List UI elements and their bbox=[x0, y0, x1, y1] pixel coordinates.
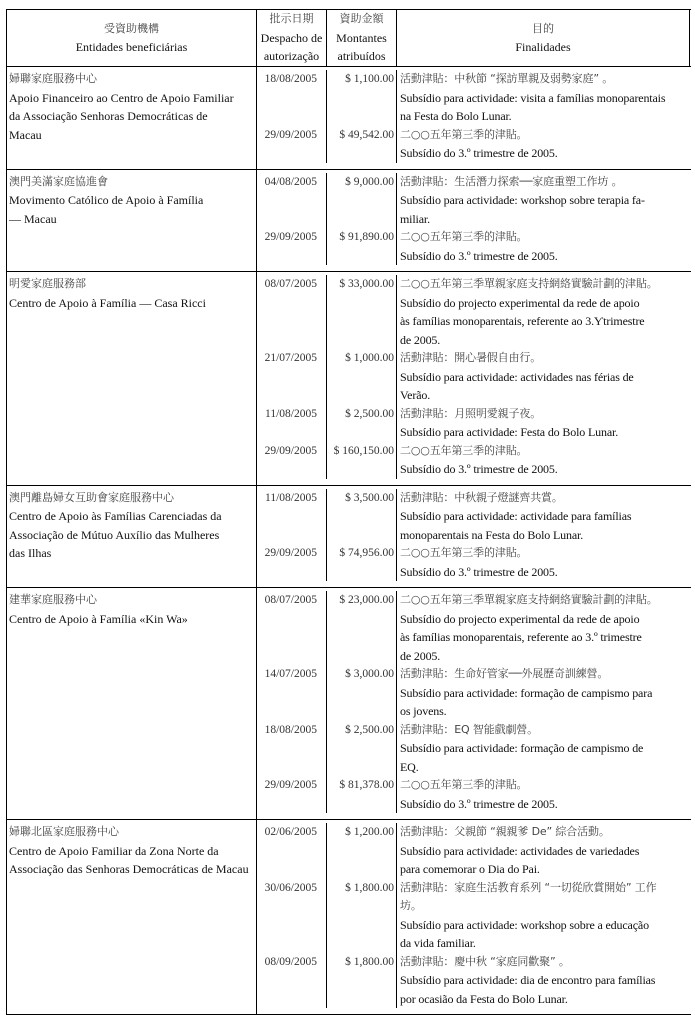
purpose-line: 坊。 bbox=[400, 899, 422, 912]
purpose-line: Subsídio do 3.º trimestre de 2005. bbox=[400, 564, 558, 579]
entity-name-zh: 建華家庭服務中心 bbox=[9, 593, 97, 606]
purpose bbox=[397, 489, 690, 545]
purpose bbox=[397, 442, 690, 479]
entity-name-pt: Centro de Apoio à Família — Casa Ricci bbox=[9, 295, 206, 310]
table-row bbox=[7, 272, 691, 486]
purpose-line: para comemorar o Dia do Pai. bbox=[400, 862, 540, 876]
amount: $ 74,956.00 bbox=[327, 544, 397, 581]
purpose-line: de 2005. bbox=[400, 648, 441, 663]
entity-name-pt: das Ilhas bbox=[9, 546, 52, 560]
authorization-date: 29/09/2005 bbox=[257, 442, 327, 479]
header-date bbox=[257, 10, 327, 66]
entity-name-pt: Centro de Apoio às Famílias Carenciadas da bbox=[9, 509, 222, 523]
table-row bbox=[7, 170, 691, 273]
entry bbox=[257, 823, 690, 879]
purpose-line: Subsídio para actividade: Festa do Bolo Lunar. bbox=[400, 425, 619, 439]
purpose bbox=[397, 349, 690, 405]
entry bbox=[257, 665, 690, 721]
table-row bbox=[7, 67, 691, 170]
purpose-line: 活動津貼：中秋親子燈謎齊共賞。 bbox=[400, 490, 563, 504]
entry bbox=[257, 275, 690, 349]
purpose-line: 二○○五年第三季的津貼。 bbox=[400, 443, 528, 457]
purpose-line: Subsídio para actividade: formação de campismo de bbox=[400, 741, 644, 755]
purpose-line: monoparentais na Festa do Bolo Lunar. bbox=[400, 527, 584, 542]
authorization-date: 29/09/2005 bbox=[257, 544, 327, 581]
authorization-date: 11/08/2005 bbox=[257, 405, 327, 442]
purpose bbox=[397, 879, 690, 953]
amount: $ 49,542.00 bbox=[327, 126, 397, 163]
purpose-line: os jovens. bbox=[400, 704, 447, 718]
purpose-line: 活動津貼：EQ 智能戲劇營。 bbox=[400, 722, 539, 736]
purpose-line: Subsídio para actividade: dia de encontro para famílias bbox=[400, 973, 656, 987]
purpose-line: Subsídio para actividade: workshop sobre terapia fa- bbox=[400, 193, 645, 207]
authorization-date: 18/08/2005 bbox=[257, 721, 327, 777]
entity-name-pt: Centro de Apoio à Família «Kin Wa» bbox=[9, 611, 188, 626]
entity-name-pt: Centro de Apoio Familiar da Zona Norte da bbox=[9, 843, 219, 858]
purpose-line: EQ. bbox=[400, 759, 419, 774]
entries bbox=[257, 486, 690, 588]
entity-cell bbox=[7, 486, 257, 588]
authorization-date: 04/08/2005 bbox=[257, 173, 327, 229]
table-header bbox=[7, 10, 691, 67]
entry bbox=[257, 721, 690, 777]
purpose-line: 二○○五年第三季的津貼。 bbox=[400, 127, 528, 141]
entry bbox=[257, 126, 690, 163]
purpose-line: 二○○五年第三季的津貼。 bbox=[400, 230, 528, 243]
amount: $ 3,000.00 bbox=[327, 665, 397, 721]
header-amount bbox=[327, 10, 397, 66]
purpose-line: 二○○五年第三季的津貼。 bbox=[400, 546, 528, 559]
entry bbox=[257, 70, 690, 126]
purpose-line: Subsídio para actividade: workshop sobre a educação bbox=[400, 917, 649, 932]
amount: $ 33,000.00 bbox=[327, 275, 397, 349]
entity-name-pt: Associação de Mútuo Auxílio das Mulheres bbox=[9, 527, 220, 542]
subsidy-table bbox=[6, 9, 691, 1015]
amount: $ 1,800.00 bbox=[327, 953, 397, 1009]
entries bbox=[257, 272, 690, 485]
purpose-line: 活動津貼：生活潛力探索──家庭重塑工作坊 。 bbox=[400, 174, 623, 188]
entry bbox=[257, 489, 690, 545]
entries bbox=[257, 170, 690, 272]
purpose-line: 活動津貼：慶中秋 “家庭同歡聚” 。 bbox=[400, 954, 570, 968]
table-row bbox=[7, 820, 691, 1015]
entity-name-zh: 婦聯北區家庭服務中心 bbox=[9, 825, 119, 838]
purpose bbox=[397, 405, 690, 442]
purpose-line: Subsídio para actividade: actividade para famílias bbox=[400, 509, 632, 523]
authorization-date: 29/09/2005 bbox=[257, 228, 327, 265]
entries bbox=[257, 588, 690, 819]
purpose-line: 二○○五年第三季單親家庭支持網絡實驗計劃的津貼。 bbox=[400, 277, 658, 290]
amount: $ 81,378.00 bbox=[327, 776, 397, 813]
entry bbox=[257, 879, 690, 953]
purpose-line: às famílias monoparentais, referente ao 3.º trimestre bbox=[400, 630, 642, 644]
entry bbox=[257, 544, 690, 581]
header-purpose-pt: Finalidades bbox=[515, 40, 571, 54]
header-amount-pt2: atribuídos bbox=[337, 49, 386, 64]
entity-name-pt: Macau bbox=[9, 127, 42, 142]
purpose-line: de 2005. bbox=[400, 332, 441, 347]
purpose bbox=[397, 126, 690, 163]
authorization-date: 18/08/2005 bbox=[257, 70, 327, 126]
amount: $ 2,500.00 bbox=[327, 405, 397, 442]
purpose-line: às famílias monoparentais, referente ao 3.Ƴtrimestre bbox=[400, 314, 645, 328]
purpose-line: 活動津貼：月照明愛親子夜。 bbox=[400, 406, 542, 420]
purpose-line: na Festa do Bolo Lunar. bbox=[400, 109, 512, 123]
entity-name-zh: 澳門美滿家庭協進會 bbox=[9, 174, 108, 188]
purpose-line: Subsídio para actividade: formação de campismo para bbox=[400, 685, 653, 700]
table-row bbox=[7, 588, 691, 820]
entry bbox=[257, 173, 690, 229]
amount: $ 2,500.00 bbox=[327, 721, 397, 777]
header-amount-pt1: Montantes bbox=[336, 30, 387, 45]
authorization-date: 30/06/2005 bbox=[257, 879, 327, 953]
purpose-line: Subsídio do 3.º trimestre de 2005. bbox=[400, 796, 558, 811]
purpose-line: Subsídio do 3.º trimestre de 2005. bbox=[400, 248, 558, 263]
entry bbox=[257, 442, 690, 479]
purpose-line: da vida familiar. bbox=[400, 936, 476, 950]
purpose bbox=[397, 70, 690, 126]
purpose-line: 活動津貼：家庭生活教育系列 “一切從欣賞開始” 工作 bbox=[400, 880, 657, 894]
amount: $ 160,150.00 bbox=[327, 442, 397, 479]
entity-cell bbox=[7, 588, 257, 819]
entity-name-pt: Movimento Católico de Apoio à Família bbox=[9, 193, 204, 207]
header-date-pt1: Despacho de bbox=[260, 30, 323, 45]
purpose-line: Verão. bbox=[400, 388, 431, 402]
purpose bbox=[397, 721, 690, 777]
header-entities bbox=[7, 10, 257, 66]
entry bbox=[257, 405, 690, 442]
purpose-line: Subsídio para actividade: actividades de variedades bbox=[400, 843, 640, 858]
amount: $ 9,000.00 bbox=[327, 173, 397, 229]
authorization-date: 29/09/2005 bbox=[257, 126, 327, 163]
header-amount-zh: 資助金額 bbox=[339, 12, 384, 26]
entity-name-zh: 婦聯家庭服務中心 bbox=[9, 72, 97, 85]
header-date-zh: 批示日期 bbox=[269, 12, 314, 26]
entity-name-zh: 明愛家庭服務部 bbox=[9, 277, 86, 290]
header-date-pt2: autorização bbox=[263, 49, 320, 64]
amount: $ 23,000.00 bbox=[327, 591, 397, 665]
purpose-line: Subsídio do projecto experimental da rede de apoio bbox=[400, 611, 640, 626]
entity-name-zh: 澳門離島婦女互助會家庭服務中心 bbox=[9, 490, 174, 504]
purpose bbox=[397, 823, 690, 879]
header-entities-zh: 受資助機構 bbox=[104, 21, 159, 35]
purpose bbox=[397, 275, 690, 349]
authorization-date: 02/06/2005 bbox=[257, 823, 327, 879]
entity-name-pt: — Macau bbox=[9, 211, 57, 226]
entity-name-pt: Apoio Financeiro ao Centro de Apoio Familiar bbox=[9, 90, 234, 105]
entry bbox=[257, 228, 690, 265]
purpose-line: 活動津貼：生命好管家──外展歷奇訓練營。 bbox=[400, 667, 609, 680]
authorization-date: 21/07/2005 bbox=[257, 349, 327, 405]
purpose bbox=[397, 776, 690, 813]
entity-name-pt: da Associação Senhoras Democráticas de bbox=[9, 109, 208, 123]
purpose-line: Subsídio para actividade: actividades nas férias de bbox=[400, 369, 634, 384]
purpose-line: Subsídio para actividade: visita a famílias monoparentais bbox=[400, 90, 666, 105]
purpose-line: Subsídio do 3.º trimestre de 2005. bbox=[400, 462, 558, 476]
entry bbox=[257, 591, 690, 665]
entry bbox=[257, 953, 690, 1009]
authorization-date: 08/07/2005 bbox=[257, 275, 327, 349]
purpose-line: 活動津貼：父親節 “親親爹 De” 綜合活動。 bbox=[400, 825, 610, 838]
header-entities-pt: Entidades beneficiárias bbox=[75, 40, 188, 54]
amount: $ 1,800.00 bbox=[327, 879, 397, 953]
entity-cell bbox=[7, 272, 257, 485]
entity-cell bbox=[7, 67, 257, 169]
purpose bbox=[397, 953, 690, 1009]
header-purpose bbox=[397, 10, 690, 66]
entries bbox=[257, 820, 690, 1014]
purpose bbox=[397, 591, 690, 665]
amount: $ 1,000.00 bbox=[327, 349, 397, 405]
amount: $ 1,100.00 bbox=[327, 70, 397, 126]
purpose bbox=[397, 173, 690, 229]
entity-name-pt: Associação das Senhoras Democráticas de Macau bbox=[9, 862, 249, 876]
purpose-line: por ocasião da Festa do Bolo Lunar. bbox=[400, 991, 568, 1006]
purpose-line: Subsídio do projecto experimental da rede de apoio bbox=[400, 295, 640, 310]
amount: $ 3,500.00 bbox=[327, 489, 397, 545]
purpose-line: Subsídio do 3.º trimestre de 2005. bbox=[400, 146, 558, 160]
authorization-date: 08/09/2005 bbox=[257, 953, 327, 1009]
amount: $ 1,200.00 bbox=[327, 823, 397, 879]
authorization-date: 08/07/2005 bbox=[257, 591, 327, 665]
purpose-line: 二○○五年第三季的津貼。 bbox=[400, 778, 528, 791]
entity-cell bbox=[7, 820, 257, 1014]
purpose-line: 二○○五年第三季單親家庭支持網絡實驗計劃的津貼。 bbox=[400, 593, 658, 606]
authorization-date: 29/09/2005 bbox=[257, 776, 327, 813]
entries bbox=[257, 67, 690, 169]
purpose bbox=[397, 544, 690, 581]
purpose bbox=[397, 228, 690, 265]
purpose bbox=[397, 665, 690, 721]
authorization-date: 14/07/2005 bbox=[257, 665, 327, 721]
entry bbox=[257, 349, 690, 405]
entity-cell bbox=[7, 170, 257, 272]
entry bbox=[257, 776, 690, 813]
header-purpose-zh: 目的 bbox=[532, 21, 554, 35]
purpose-line: 活動津貼：中秋節 “探訪單親及弱勢家庭” 。 bbox=[400, 72, 614, 85]
authorization-date: 11/08/2005 bbox=[257, 489, 327, 545]
purpose-line: miliar. bbox=[400, 211, 430, 226]
table-body bbox=[7, 67, 691, 1015]
table-row bbox=[7, 486, 691, 589]
amount: $ 91,890.00 bbox=[327, 228, 397, 265]
purpose-line: 活動津貼：開心暑假自由行。 bbox=[400, 351, 542, 364]
